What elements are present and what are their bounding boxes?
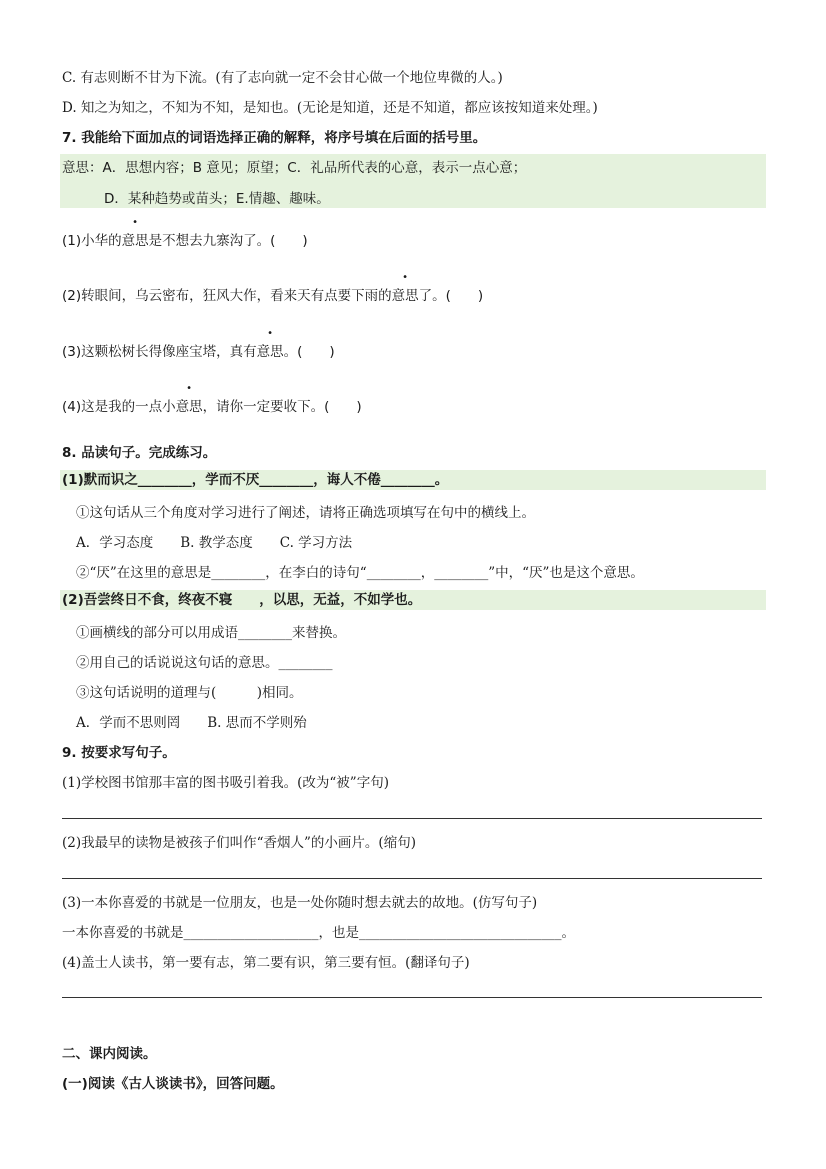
q8-s2-question-1: ①画横线的部分可以用成语________来替换。 bbox=[76, 625, 346, 641]
q6-option-d: D. 知之为知之，不知为不知，是知也。(无论是知道，还是不知道，都应该按知道来处理。) bbox=[62, 100, 598, 116]
section-2-subtitle: (一)阅读《古人谈读书》，回答问题。 bbox=[62, 1076, 284, 1092]
q7-item-4: (4)这是我的一点小意思，请你一定要收下。( ) bbox=[62, 399, 362, 415]
q8-s2-question-2: ②用自己的话说说这句话的意思。________ bbox=[76, 655, 333, 671]
q9-title: 9. 按要求写句子。 bbox=[62, 745, 176, 761]
q9-item-3: (3)一本你喜爱的书就是一位朋友，也是一处你随时想去就去的故地。(仿写句子) bbox=[62, 895, 538, 911]
answer-line[interactable] bbox=[62, 818, 762, 819]
q7-item-2: (2)转眼间，乌云密布，狂风大作，看来天有点要下雨的意思了。( ) bbox=[62, 288, 484, 304]
emphasis-dotted-word: 意思 bbox=[175, 399, 203, 415]
q7-definition-line2: D．某种趋势或苗头；E.情趣、趣味。 bbox=[104, 191, 330, 207]
q7-definition-line1: 意思：A．思想内容；B 意见；原望；C．礼品所代表的心意，表示一点心意； bbox=[62, 160, 527, 176]
q9-item-1: (1)学校图书馆那丰富的图书吸引着我。(改为“被”字句) bbox=[62, 775, 389, 791]
emphasis-dotted-word: 意思 bbox=[121, 233, 149, 249]
q7-item-3: (3)这颗松树长得像座宝塔，真有意思。( ) bbox=[62, 344, 335, 360]
q8-title: 8. 品读句子。完成练习。 bbox=[62, 445, 217, 461]
q8-s1-question-2: ②“厌”在这里的意思是________，在李白的诗句“________，________”中，“厌”也是这个意思。 bbox=[76, 565, 644, 581]
q8-s1-options: A．学习态度 B. 教学态度 C. 学习方法 bbox=[76, 535, 353, 551]
q9-item-4: (4)盖士人读书，第一要有志，第二要有识，第三要有恒。(翻译句子) bbox=[62, 955, 470, 971]
emphasis-dotted-word: 意思 bbox=[391, 288, 419, 304]
q9-item-2: (2)我最早的读物是被孩子们叫作“香烟人”的小画片。(缩句) bbox=[62, 835, 416, 851]
q8-sentence-2: (2)吾尝终日不食，终夜不寝 ，以思，无益，不如学也。 bbox=[62, 592, 422, 608]
q6-option-c: C. 有志则断不甘为下流。(有了志向就一定不会甘心做一个地位卑微的人。) bbox=[62, 70, 503, 86]
q8-s2-options: A．学而不思则罔 B. 思而不学则殆 bbox=[76, 715, 307, 731]
section-2-title: 二、课内阅读。 bbox=[62, 1046, 157, 1062]
q8-sentence-1: (1)默而识之________，学而不厌________，诲人不倦________。 bbox=[62, 472, 449, 488]
q8-s1-question-1: ①这句话从三个角度对学习进行了阐述，请将正确选项填写在句中的横线上。 bbox=[76, 505, 535, 521]
q9-item-3-fill: 一本你喜爱的书就是____________________，也是______________________________。 bbox=[62, 925, 575, 941]
q7-title: 7. 我能给下面加点的词语选择正确的解释，将序号填在后面的括号里。 bbox=[62, 130, 487, 146]
q7-item-1: (1)小华的意思是不想去九寨沟了。( ) bbox=[62, 233, 308, 249]
q8-s2-question-3: ③这句话说明的道理与( )相同。 bbox=[76, 685, 303, 701]
emphasis-dotted-word: 意思 bbox=[256, 344, 284, 360]
answer-line[interactable] bbox=[62, 878, 762, 879]
answer-line[interactable] bbox=[62, 997, 762, 998]
